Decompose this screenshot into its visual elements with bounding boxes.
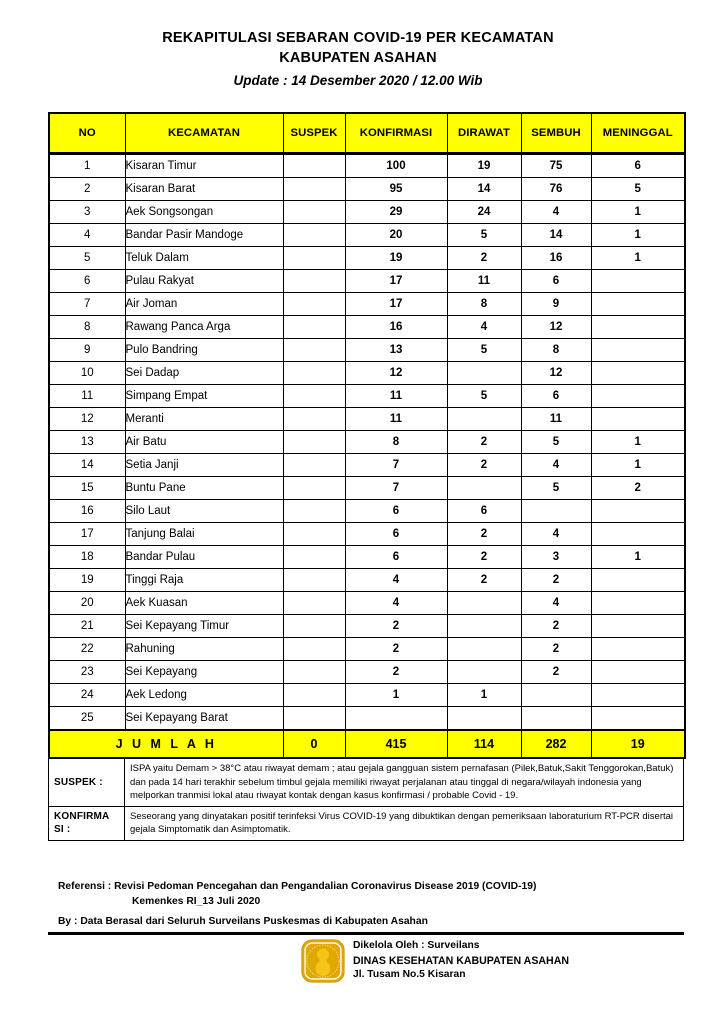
row-sembuh: 2 xyxy=(521,661,591,684)
row-dirawat xyxy=(447,707,521,731)
table-row xyxy=(49,638,685,661)
total-konfirmasi: 415 xyxy=(345,730,447,758)
table-row xyxy=(49,385,685,408)
row-no: 5 xyxy=(49,247,125,270)
definitions-table xyxy=(48,758,684,841)
table-row xyxy=(49,523,685,546)
row-no: 12 xyxy=(49,408,125,431)
row-sembuh: 5 xyxy=(521,477,591,500)
row-sembuh xyxy=(521,684,591,707)
row-no: 13 xyxy=(49,431,125,454)
row-kecamatan: Sei Dadap xyxy=(125,362,283,385)
row-no: 14 xyxy=(49,454,125,477)
row-kecamatan: Kisaran Timur xyxy=(125,154,283,178)
total-label: J U M L A H xyxy=(49,730,283,758)
row-dirawat xyxy=(447,362,521,385)
footer-address: Jl. Tusam No.5 Kisaran xyxy=(353,969,466,980)
footer-text-block xyxy=(353,938,569,983)
row-meninggal xyxy=(591,569,685,592)
table-row xyxy=(49,293,685,316)
row-suspek xyxy=(283,477,345,500)
row-kecamatan: Meranti xyxy=(125,408,283,431)
row-no: 3 xyxy=(49,201,125,224)
row-konfirmasi: 6 xyxy=(345,523,447,546)
row-sembuh: 75 xyxy=(521,154,591,178)
row-konfirmasi: 95 xyxy=(345,178,447,201)
row-kecamatan: Buntu Pane xyxy=(125,477,283,500)
row-no: 23 xyxy=(49,661,125,684)
table-row xyxy=(49,431,685,454)
row-konfirmasi: 2 xyxy=(345,638,447,661)
row-konfirmasi: 17 xyxy=(345,293,447,316)
row-meninggal xyxy=(591,684,685,707)
row-meninggal: 1 xyxy=(591,201,685,224)
row-kecamatan: Air Batu xyxy=(125,431,283,454)
row-kecamatan: Sei Kepayang Timur xyxy=(125,615,283,638)
row-suspek xyxy=(283,316,345,339)
row-kecamatan: Rahuning xyxy=(125,638,283,661)
row-kecamatan: Sei Kepayang Barat xyxy=(125,707,283,731)
row-meninggal: 1 xyxy=(591,431,685,454)
row-meninggal xyxy=(591,408,685,431)
definition-label: KONFIRMA SI : xyxy=(49,806,125,840)
footer-office-name: DINAS KESEHATAN KABUPATEN ASAHAN xyxy=(353,954,569,967)
row-no: 19 xyxy=(49,569,125,592)
row-dirawat xyxy=(447,661,521,684)
row-konfirmasi: 13 xyxy=(345,339,447,362)
row-meninggal xyxy=(591,661,685,684)
table-row xyxy=(49,224,685,247)
row-meninggal xyxy=(591,293,685,316)
row-meninggal xyxy=(591,707,685,731)
table-total-row xyxy=(49,730,685,758)
row-no: 4 xyxy=(49,224,125,247)
row-meninggal: 1 xyxy=(591,224,685,247)
row-kecamatan: Bandar Pasir Mandoge xyxy=(125,224,283,247)
row-meninggal xyxy=(591,362,685,385)
table-row xyxy=(49,270,685,293)
row-konfirmasi: 2 xyxy=(345,615,447,638)
row-konfirmasi: 29 xyxy=(345,201,447,224)
definition-row xyxy=(49,806,684,840)
row-kecamatan: Teluk Dalam xyxy=(125,247,283,270)
row-meninggal xyxy=(591,638,685,661)
horizontal-divider xyxy=(48,932,684,935)
total-dirawat: 114 xyxy=(447,730,521,758)
row-dirawat: 14 xyxy=(447,178,521,201)
row-suspek xyxy=(283,339,345,362)
row-kecamatan: Aek Songsongan xyxy=(125,201,283,224)
row-kecamatan: Kisaran Barat xyxy=(125,178,283,201)
row-suspek xyxy=(283,431,345,454)
row-no: 22 xyxy=(49,638,125,661)
row-konfirmasi: 19 xyxy=(345,247,447,270)
update-timestamp: Update : 14 Desember 2020 / 12.00 Wib xyxy=(233,73,483,88)
row-suspek xyxy=(283,270,345,293)
row-sembuh: 16 xyxy=(521,247,591,270)
row-suspek xyxy=(283,293,345,316)
row-suspek xyxy=(283,247,345,270)
row-dirawat: 6 xyxy=(447,500,521,523)
row-suspek xyxy=(283,592,345,615)
row-konfirmasi: 11 xyxy=(345,385,447,408)
row-dirawat: 5 xyxy=(447,339,521,362)
row-meninggal xyxy=(591,500,685,523)
row-sembuh: 4 xyxy=(521,201,591,224)
column-header-sembuh: SEMBUH xyxy=(521,113,591,154)
row-meninggal: 5 xyxy=(591,178,685,201)
row-dirawat xyxy=(447,592,521,615)
row-dirawat xyxy=(447,477,521,500)
row-meninggal xyxy=(591,270,685,293)
definitions-container xyxy=(48,758,684,841)
row-meninggal: 1 xyxy=(591,454,685,477)
row-konfirmasi: 17 xyxy=(345,270,447,293)
row-sembuh: 76 xyxy=(521,178,591,201)
row-kecamatan: Air Joman xyxy=(125,293,283,316)
row-konfirmasi: 16 xyxy=(345,316,447,339)
row-suspek xyxy=(283,408,345,431)
row-suspek xyxy=(283,500,345,523)
row-meninggal xyxy=(591,592,685,615)
row-dirawat: 24 xyxy=(447,201,521,224)
table-row xyxy=(49,362,685,385)
column-header-konfirmasi: KONFIRMASI xyxy=(345,113,447,154)
table-row xyxy=(49,247,685,270)
row-no: 24 xyxy=(49,684,125,707)
table-row xyxy=(49,684,685,707)
recap-table xyxy=(48,112,686,759)
row-konfirmasi: 7 xyxy=(345,477,447,500)
row-konfirmasi: 6 xyxy=(345,546,447,569)
row-konfirmasi: 7 xyxy=(345,454,447,477)
column-header-no: NO xyxy=(49,113,125,154)
footer-managed-by: Dikelola Oleh : Surveilans xyxy=(353,940,480,951)
row-kecamatan: Tinggi Raja xyxy=(125,569,283,592)
definition-text: ISPA yaitu Demam > 38°C atau riwayat demam ; atau gejala gangguan sistem pernafasan (Pilek,Batuk,Sakit Tenggorokan,Batuk) dan pada 14 hari terakhir sebelum timbul gejala memiliki riwayat perjalanan atau tinggal di negara/wilayah indonesia yang melporkan tranmisi lokal atau riwayat kontak dengan kasus konfirmasi / probable Covid - 19. xyxy=(125,759,684,807)
row-sembuh xyxy=(521,500,591,523)
row-meninggal xyxy=(591,615,685,638)
row-konfirmasi: 20 xyxy=(345,224,447,247)
row-kecamatan: Aek Kuasan xyxy=(125,592,283,615)
table-row xyxy=(49,707,685,731)
row-no: 10 xyxy=(49,362,125,385)
row-sembuh: 9 xyxy=(521,293,591,316)
row-konfirmasi: 6 xyxy=(345,500,447,523)
table-row xyxy=(49,316,685,339)
row-no: 2 xyxy=(49,178,125,201)
table-row xyxy=(49,569,685,592)
row-dirawat: 5 xyxy=(447,224,521,247)
row-no: 16 xyxy=(49,500,125,523)
row-kecamatan: Setia Janji xyxy=(125,454,283,477)
row-dirawat: 2 xyxy=(447,546,521,569)
row-suspek xyxy=(283,661,345,684)
row-konfirmasi: 100 xyxy=(345,154,447,178)
row-konfirmasi: 11 xyxy=(345,408,447,431)
row-dirawat: 8 xyxy=(447,293,521,316)
row-no: 6 xyxy=(49,270,125,293)
row-meninggal: 6 xyxy=(591,154,685,178)
recap-table-container xyxy=(48,112,684,759)
row-meninggal xyxy=(591,316,685,339)
row-suspek xyxy=(283,201,345,224)
row-sembuh: 2 xyxy=(521,638,591,661)
row-konfirmasi: 1 xyxy=(345,684,447,707)
row-sembuh: 4 xyxy=(521,592,591,615)
row-konfirmasi: 8 xyxy=(345,431,447,454)
row-suspek xyxy=(283,546,345,569)
row-meninggal xyxy=(591,523,685,546)
row-no: 21 xyxy=(49,615,125,638)
row-dirawat: 2 xyxy=(447,454,521,477)
row-meninggal xyxy=(591,339,685,362)
row-kecamatan: Sei Kepayang xyxy=(125,661,283,684)
table-row xyxy=(49,546,685,569)
row-sembuh: 2 xyxy=(521,615,591,638)
row-no: 17 xyxy=(49,523,125,546)
row-dirawat: 2 xyxy=(447,431,521,454)
row-sembuh: 5 xyxy=(521,431,591,454)
column-header-meninggal: MENINGGAL xyxy=(591,113,685,154)
table-row xyxy=(49,615,685,638)
row-suspek xyxy=(283,224,345,247)
table-header-row xyxy=(49,113,685,154)
row-sembuh: 6 xyxy=(521,385,591,408)
row-sembuh: 4 xyxy=(521,454,591,477)
table-row xyxy=(49,454,685,477)
row-suspek xyxy=(283,385,345,408)
row-suspek xyxy=(283,569,345,592)
references-block xyxy=(58,879,698,929)
row-dirawat: 2 xyxy=(447,247,521,270)
row-kecamatan: Bandar Pulau xyxy=(125,546,283,569)
row-no: 1 xyxy=(49,154,125,178)
row-suspek xyxy=(283,638,345,661)
row-sembuh: 12 xyxy=(521,362,591,385)
reference-source-line: By : Data Berasal dari Seluruh Surveilans Puskesmas di Kabupaten Asahan xyxy=(58,916,428,927)
row-sembuh: 8 xyxy=(521,339,591,362)
definitions-body xyxy=(49,759,684,841)
page-subtitle: KABUPATEN ASAHAN xyxy=(279,50,437,66)
row-dirawat: 2 xyxy=(447,523,521,546)
row-konfirmasi: 4 xyxy=(345,592,447,615)
row-sembuh: 2 xyxy=(521,569,591,592)
row-suspek xyxy=(283,684,345,707)
row-suspek xyxy=(283,154,345,178)
row-kecamatan: Rawang Panca Arga xyxy=(125,316,283,339)
row-no: 9 xyxy=(49,339,125,362)
row-konfirmasi xyxy=(345,707,447,731)
row-suspek xyxy=(283,362,345,385)
table-row xyxy=(49,201,685,224)
row-dirawat: 11 xyxy=(447,270,521,293)
row-dirawat xyxy=(447,638,521,661)
table-body xyxy=(49,154,685,731)
row-no: 7 xyxy=(49,293,125,316)
total-suspek: 0 xyxy=(283,730,345,758)
table-row xyxy=(49,408,685,431)
reference-line-2: Kemenkes RI_13 Juli 2020 xyxy=(132,896,261,907)
definition-row xyxy=(49,759,684,807)
row-sembuh: 11 xyxy=(521,408,591,431)
row-suspek xyxy=(283,707,345,731)
column-header-kecamatan: KECAMATAN xyxy=(125,113,283,154)
row-sembuh: 6 xyxy=(521,270,591,293)
definition-label: SUSPEK : xyxy=(49,759,125,807)
row-no: 11 xyxy=(49,385,125,408)
row-dirawat: 4 xyxy=(447,316,521,339)
table-row xyxy=(49,661,685,684)
total-meninggal: 19 xyxy=(591,730,685,758)
dinas-kesehatan-logo-icon xyxy=(300,938,346,984)
column-header-dirawat: DIRAWAT xyxy=(447,113,521,154)
table-row xyxy=(49,154,685,178)
page-title-block xyxy=(0,28,716,91)
row-kecamatan: Pulo Bandring xyxy=(125,339,283,362)
row-no: 8 xyxy=(49,316,125,339)
row-sembuh: 3 xyxy=(521,546,591,569)
reference-line-1: Referensi : Revisi Pedoman Pencegahan dan Pengandalian Coronavirus Disease 2019 (COVID-19) xyxy=(58,881,537,892)
table-row xyxy=(49,477,685,500)
row-sembuh: 14 xyxy=(521,224,591,247)
row-meninggal xyxy=(591,385,685,408)
total-sembuh: 282 xyxy=(521,730,591,758)
table-row xyxy=(49,592,685,615)
row-no: 18 xyxy=(49,546,125,569)
row-sembuh: 4 xyxy=(521,523,591,546)
table-row xyxy=(49,339,685,362)
row-konfirmasi: 4 xyxy=(345,569,447,592)
table-row xyxy=(49,500,685,523)
footer-block xyxy=(300,938,569,984)
row-sembuh: 12 xyxy=(521,316,591,339)
row-suspek xyxy=(283,615,345,638)
row-konfirmasi: 2 xyxy=(345,661,447,684)
column-header-suspek: SUSPEK xyxy=(283,113,345,154)
row-dirawat xyxy=(447,408,521,431)
definition-text: Seseorang yang dinyatakan positif terinfeksi Virus COVID-19 yang dibuktikan dengan pemeriksaan laboraturium RT-PCR disertai gejala Simptomatik dan Asimptomatik. xyxy=(125,806,684,840)
table-row xyxy=(49,178,685,201)
row-dirawat: 5 xyxy=(447,385,521,408)
row-meninggal: 1 xyxy=(591,546,685,569)
row-suspek xyxy=(283,523,345,546)
row-no: 20 xyxy=(49,592,125,615)
row-kecamatan: Simpang Empat xyxy=(125,385,283,408)
row-dirawat: 2 xyxy=(447,569,521,592)
row-konfirmasi: 12 xyxy=(345,362,447,385)
row-no: 25 xyxy=(49,707,125,731)
row-suspek xyxy=(283,454,345,477)
row-dirawat: 1 xyxy=(447,684,521,707)
row-dirawat xyxy=(447,615,521,638)
row-meninggal: 2 xyxy=(591,477,685,500)
page-title: REKAPITULASI SEBARAN COVID-19 PER KECAMATAN xyxy=(162,30,554,46)
row-suspek xyxy=(283,178,345,201)
row-meninggal: 1 xyxy=(591,247,685,270)
row-sembuh xyxy=(521,707,591,731)
row-kecamatan: Silo Laut xyxy=(125,500,283,523)
row-no: 15 xyxy=(49,477,125,500)
row-dirawat: 19 xyxy=(447,154,521,178)
row-kecamatan: Aek Ledong xyxy=(125,684,283,707)
row-kecamatan: Pulau Rakyat xyxy=(125,270,283,293)
row-kecamatan: Tanjung Balai xyxy=(125,523,283,546)
